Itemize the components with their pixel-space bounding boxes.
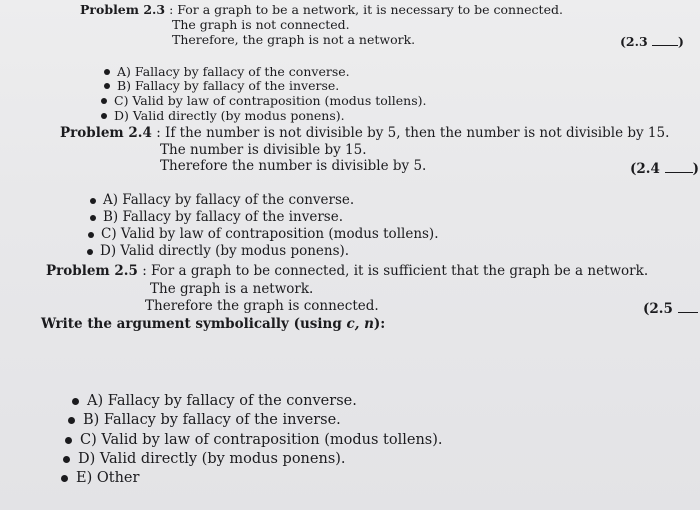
problem-2-5-option-e[interactable]: E) Other bbox=[76, 470, 140, 486]
problem-2-4-option-d[interactable]: D) Valid directly (by modus ponens). bbox=[100, 243, 350, 259]
problem-2-5-answer-slot bbox=[643, 303, 698, 317]
problem-2-4-statement bbox=[60, 127, 669, 141]
problem-2-3-premise-1: : For a graph to be a network, it is necessary to be connected. bbox=[169, 2, 563, 17]
problem-2-3-answer-blank[interactable] bbox=[652, 44, 678, 46]
instruction-prefix: Write the argument symbolically (using bbox=[41, 316, 347, 332]
problem-2-4-premise-2: The number is divisible by 15. bbox=[160, 142, 367, 158]
problem-2-4-answer-close: ) bbox=[692, 161, 699, 177]
problem-2-3-statement bbox=[80, 4, 563, 17]
problem-2-4-option-b[interactable]: B) Fallacy by fallacy of the inverse. bbox=[103, 209, 344, 225]
instruction-variables: c, n bbox=[346, 316, 374, 332]
problem-2-5-premise-1: : For a graph to be connected, it is sufficient that the graph be a network. bbox=[142, 263, 649, 279]
problem-2-4-option-a[interactable]: A) Fallacy by fallacy of the converse. bbox=[103, 192, 355, 208]
problem-2-5-label: Problem 2.5 bbox=[46, 263, 138, 279]
problem-2-3-option-a[interactable]: A) Fallacy by fallacy of the converse. bbox=[117, 64, 350, 79]
problem-2-3-label: Problem 2.3 bbox=[80, 2, 166, 17]
problem-2-3-option-d[interactable]: D) Valid directly (by modus ponens). bbox=[114, 108, 345, 123]
problem-2-5-answer-tag: (2.5 bbox=[643, 301, 673, 317]
problem-2-3-option-b[interactable]: B) Fallacy by fallacy of the inverse. bbox=[117, 78, 340, 93]
problem-2-5-answer-blank[interactable] bbox=[678, 311, 698, 313]
instruction-suffix: ): bbox=[373, 316, 386, 332]
problem-2-5-statement bbox=[46, 265, 648, 279]
problem-2-3-option-c[interactable]: C) Valid by law of contraposition (modus tollens). bbox=[114, 93, 427, 108]
problem-2-4-answer-blank[interactable] bbox=[665, 171, 693, 173]
problem-2-5-option-c[interactable]: C) Valid by law of contraposition (modus tollens). bbox=[80, 432, 443, 448]
problem-2-5-instruction bbox=[41, 318, 385, 332]
problem-2-5-option-a[interactable]: A) Fallacy by fallacy of the converse. bbox=[87, 393, 357, 409]
problem-2-5-premise-2: The graph is a network. bbox=[150, 281, 314, 297]
problem-2-3-conclusion: Therefore, the graph is not a network. bbox=[172, 32, 416, 47]
problem-2-3-answer-tag: (2.3 bbox=[620, 34, 648, 49]
problem-2-4-answer-slot bbox=[630, 163, 699, 177]
problem-2-4-label: Problem 2.4 bbox=[60, 125, 152, 141]
problem-2-4-answer-tag: (2.4 bbox=[630, 161, 660, 177]
problem-2-3-premise-2: The graph is not connected. bbox=[172, 17, 350, 32]
problem-2-5-conclusion: Therefore the graph is connected. bbox=[145, 298, 379, 314]
problem-2-4-option-c[interactable]: C) Valid by law of contraposition (modus tollens). bbox=[101, 226, 439, 242]
problem-2-4-premise-1: : If the number is not divisible by 5, then the number is not divisible by 15. bbox=[156, 125, 670, 141]
problem-2-3-answer-slot bbox=[620, 36, 684, 49]
problem-2-4-conclusion: Therefore the number is divisible by 5. bbox=[160, 158, 427, 174]
problem-2-5-option-d[interactable]: D) Valid directly (by modus ponens). bbox=[78, 451, 346, 467]
problem-2-5-option-b[interactable]: B) Fallacy by fallacy of the inverse. bbox=[83, 412, 341, 428]
problem-2-3-answer-close: ) bbox=[678, 34, 684, 49]
